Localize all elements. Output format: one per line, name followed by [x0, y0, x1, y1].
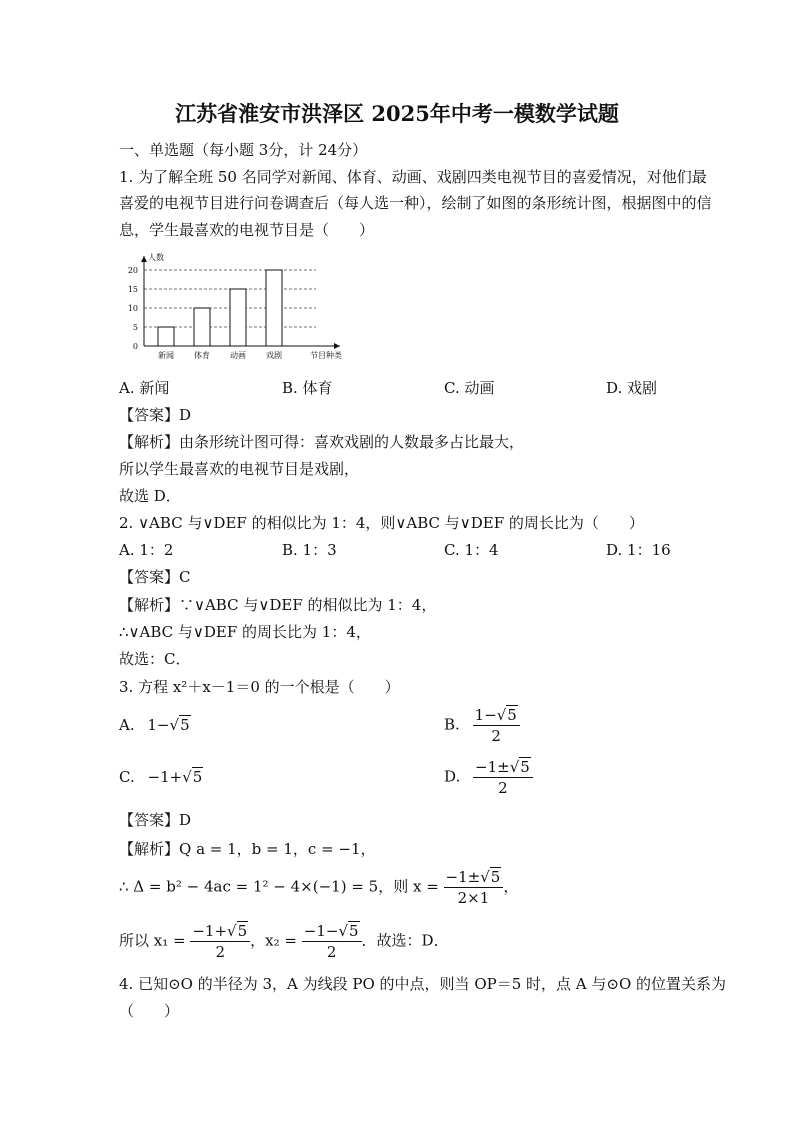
q1-option-c: C. 动画 — [444, 379, 495, 397]
q3-x2-radicand: 5 — [349, 922, 359, 940]
x-axis-label: 节目种类 — [310, 351, 342, 360]
q3-analysis-line2-end: ， — [503, 877, 519, 896]
sqrt-sign-icon: √ — [496, 706, 507, 724]
sqrt-sign-icon: √ — [509, 758, 520, 776]
bar-chart — [118, 248, 358, 363]
q3-option-b-label: B. — [444, 715, 460, 734]
q3-option-c-radicand: 5 — [192, 768, 203, 786]
q3-option-d-radicand: 5 — [520, 758, 530, 776]
bar — [194, 308, 210, 346]
page-title: 江苏省淮安市洪泽区 2025年中考一模数学试题 — [175, 101, 619, 126]
q2-analysis-line1: 【解析】∵∨ABC 与∨DEF 的相似比为 1：4， — [119, 596, 437, 614]
sqrt-sign-icon: √ — [227, 922, 237, 940]
y-tick-label: 15 — [127, 285, 138, 294]
x-tick-label: 动画 — [230, 351, 246, 360]
q3-x2-denominator: 2 — [326, 943, 337, 961]
q3-option-d-numerator: −1± — [475, 758, 510, 776]
q3-x2-numerator: −1− — [303, 922, 339, 940]
q3-root-numerator: −1± — [445, 868, 481, 886]
q3-option-a-label: A. — [119, 716, 135, 734]
q3-option-c-label: C. — [119, 768, 135, 786]
q3-analysis-line1: 【解析】Q a = 1，b = 1，c = −1， — [119, 840, 376, 858]
q1-answer: 【答案】D — [119, 406, 192, 424]
sqrt-sign-icon: √ — [338, 922, 348, 940]
q2-option-c: C. 1：4 — [444, 541, 499, 559]
q1-analysis-line1: 【解析】由条形统计图可得：喜欢戏剧的人数最多占比最大， — [119, 433, 525, 451]
y-tick-label: 10 — [127, 304, 138, 313]
q3-option-b-denominator: 2 — [491, 727, 501, 745]
q3-x1-numerator: −1+ — [192, 922, 228, 940]
y-tick-label: 0 — [132, 342, 138, 351]
q3-root-radicand: 5 — [490, 868, 501, 886]
q3-analysis-line3-end: ．故选：D． — [361, 931, 449, 950]
q3-option-c — [119, 768, 203, 786]
q3-answer: 【答案】D — [119, 811, 192, 829]
q3-option-d-denominator: 2 — [498, 779, 508, 797]
q1-option-d: D. 戏剧 — [606, 379, 658, 397]
q4-stem-line2: （ ） — [119, 1002, 180, 1020]
q1-option-b: B. 体育 — [282, 379, 333, 397]
bar — [230, 289, 246, 346]
section-heading: 一、单选题（每小题 3分，计 24分） — [119, 141, 368, 159]
q1-stem-line3: 息，学生最喜欢的电视节目是（ ） — [119, 221, 375, 239]
q3-discriminant: ∴ Δ = b² − 4ac = 1² − 4×(−1) = 5，则 x = — [119, 877, 439, 896]
q3-option-a-radicand: 5 — [180, 716, 190, 734]
q3-analysis-line3 — [119, 922, 449, 961]
sqrt-sign-icon: √ — [182, 768, 192, 786]
q3-x1-radicand: 5 — [237, 922, 248, 940]
q3-x1-label: 所以 x₁ = — [119, 931, 186, 950]
q3-option-a — [119, 716, 191, 734]
y-tick-label: 20 — [127, 266, 138, 275]
q2-option-d: D. 1：16 — [606, 541, 671, 559]
q3-option-c-expr: −1+ — [147, 768, 183, 786]
x-tick-label: 体育 — [194, 351, 210, 360]
q2-analysis-line3: 故选：C． — [119, 650, 191, 668]
sqrt-sign-icon: √ — [480, 868, 490, 886]
q3-option-d-label: D. — [444, 767, 461, 786]
y-axis-arrow-icon — [141, 256, 147, 262]
bar — [266, 270, 282, 346]
q3-x2-label: ，x₂ = — [250, 931, 297, 950]
x-axis-arrow-icon — [334, 343, 340, 349]
q3-option-b-numerator: 1− — [474, 706, 497, 724]
x-tick-label: 戏剧 — [266, 351, 282, 360]
y-axis-label: 人数 — [148, 253, 164, 262]
q3-root-denominator: 2×1 — [457, 889, 490, 907]
q3-analysis-line2 — [119, 868, 518, 907]
q3-option-a-expr: 1− — [147, 716, 170, 734]
q3-option-d — [444, 758, 533, 797]
q1-stem-line1: 1. 为了解全班 50 名同学对新闻、体育、动画、戏剧四类电视节目的喜爱情况，对他们最 — [119, 168, 707, 186]
q2-stem: 2. ∨ABC 与∨DEF 的相似比为 1：4，则∨ABC 与∨DEF 的周长比为（ ） — [119, 514, 644, 532]
q1-analysis-line3: 故选 D． — [119, 487, 181, 505]
q2-analysis-line2: ∴∨ABC 与∨DEF 的周长比为 1：4， — [119, 623, 371, 641]
q3-stem: 3. 方程 x²＋x－1＝0 的一个根是（ ） — [119, 678, 400, 696]
sqrt-sign-icon: √ — [169, 716, 180, 734]
q2-option-b: B. 1：3 — [282, 541, 337, 559]
x-tick-label: 新闻 — [158, 351, 174, 360]
q1-analysis-line2: 所以学生最喜欢的电视节目是戏剧， — [119, 460, 360, 478]
q3-x1-denominator: 2 — [215, 943, 226, 961]
q3-option-b-radicand: 5 — [507, 706, 517, 724]
q3-option-b — [444, 706, 520, 745]
y-tick-label: 5 — [132, 323, 138, 332]
q2-option-a: A. 1：2 — [119, 541, 174, 559]
q4-stem-line1: 4. 已知⊙O 的半径为 3，A 为线段 PO 的中点，则当 OP＝5 时，点 A 与⊙O 的位置关系为 — [119, 975, 727, 993]
q2-answer: 【答案】C — [119, 568, 191, 586]
q1-stem-line2: 喜爱的电视节目进行问卷调查后（每人选一种），绘制了如图的条形统计图，根据图中的信 — [119, 194, 712, 212]
bar — [158, 327, 174, 346]
q1-option-a: A. 新闻 — [119, 379, 170, 397]
